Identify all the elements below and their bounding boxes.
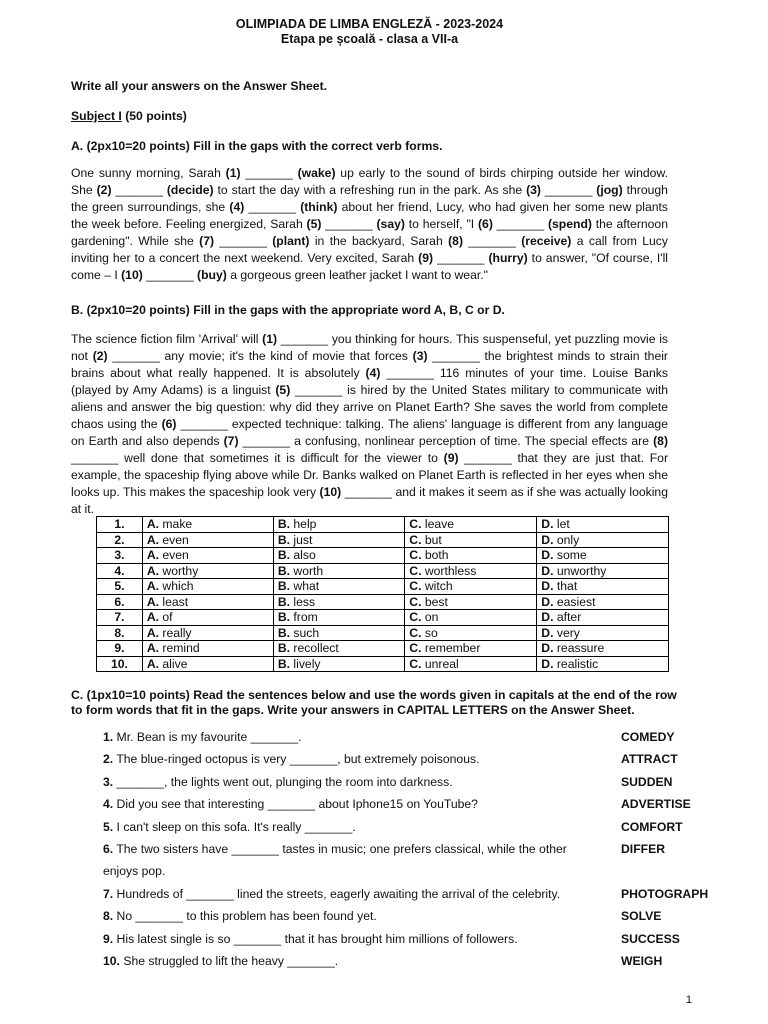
section-a-segment: (hurry) [488, 251, 528, 265]
option-b [273, 610, 404, 626]
option-letter: D. [541, 625, 554, 640]
option-number: 2. [97, 532, 143, 548]
section-a-segment: to start the day with a refreshing run in the park. As she [213, 183, 527, 197]
options-row [97, 532, 669, 548]
option-d [537, 594, 669, 610]
option-word: just [290, 532, 313, 547]
option-a [142, 548, 273, 564]
option-c [405, 532, 537, 548]
item-number: 9. [103, 931, 114, 946]
option-word: make [159, 517, 193, 531]
option-d [537, 517, 669, 533]
exam-title: OLIMPIADA DE LIMBA ENGLEZĂ - 2023-2024 [235, 17, 504, 31]
option-letter: C. [409, 625, 422, 640]
section-a-segment: _______ [214, 234, 273, 248]
option-number: 5. [97, 579, 143, 595]
section-a-segment: _______ [492, 217, 548, 231]
word-formation-item [103, 726, 683, 748]
option-letter: D. [541, 579, 554, 593]
option-word: very [553, 625, 580, 640]
section-a-segment: (10) [121, 268, 143, 282]
key-word: COMEDY [621, 730, 675, 744]
option-b [273, 625, 404, 641]
option-word: that [553, 579, 578, 593]
sentence-text: She struggled to lift the heavy _______. [119, 953, 339, 968]
option-a [142, 579, 273, 595]
section-a-segment: about her friend, Lucy, who had given her some new plants the week before. Feeling energized, Sarah [71, 200, 668, 231]
section-a-segment: (buy) [197, 268, 227, 282]
section-a-segment: One sunny morning, Sarah [71, 166, 226, 180]
option-number: 4. [97, 563, 143, 579]
option-d [537, 625, 669, 641]
option-number: 1. [97, 517, 143, 533]
option-b [273, 517, 404, 533]
section-a-segment: _______ [244, 200, 301, 214]
section-a-text [71, 165, 668, 284]
word-formation-sentence [103, 748, 573, 770]
option-letter: C. [409, 563, 422, 578]
option-letter: B. [277, 563, 291, 578]
option-word: realistic [553, 656, 599, 671]
word-formation-sentence [103, 838, 573, 883]
option-word: but [421, 532, 442, 547]
word-formation-sentence [103, 928, 573, 950]
option-letter: A. [146, 594, 160, 609]
option-word: let [553, 517, 570, 531]
section-a-segment: (7) [199, 234, 215, 248]
option-letter: D. [541, 517, 554, 531]
section-c-heading-2: to form words that fit in the gaps. Write your answers in CAPITAL LETTERS on the Answer Sheet. [71, 703, 635, 717]
section-b-segment: _______ well done that sometimes it is difficult for the viewer to [71, 451, 444, 465]
option-word: only [553, 532, 580, 547]
page-number: 1 [685, 994, 692, 1006]
section-a-segment: _______ [321, 217, 377, 231]
options-row [97, 563, 669, 579]
item-number: 4. [103, 797, 114, 812]
option-c [405, 563, 537, 579]
option-letter: B. [277, 641, 291, 655]
option-letter: D. [541, 641, 554, 655]
section-a-segment: the afternoon gardening". While she [71, 217, 668, 248]
option-c [405, 610, 537, 626]
word-formation-sentence [103, 905, 573, 927]
section-a-segment: in the backyard, Sarah [309, 234, 449, 248]
option-a [142, 563, 273, 579]
option-number: 10. [97, 656, 143, 672]
sentence-text: The two sisters have _______ tastes in music; one prefers classical, while the other enjoys pop. [103, 841, 567, 879]
option-word: help [290, 517, 317, 531]
section-a-segment: (8) [448, 234, 464, 248]
option-letter: A. [146, 641, 160, 655]
word-formation-sentence [103, 950, 573, 972]
word-formation-item [103, 950, 683, 972]
option-word: least [159, 594, 189, 609]
option-number: 3. [97, 548, 143, 564]
option-number: 9. [97, 641, 143, 657]
section-a-segment: (3) [526, 183, 541, 197]
word-formation-sentence [103, 726, 573, 748]
option-b [273, 579, 404, 595]
item-number: 2. [103, 752, 114, 767]
option-d [537, 641, 669, 657]
section-a-segment: (receive) [521, 234, 572, 248]
option-letter: D. [541, 563, 554, 578]
option-letter: B. [277, 517, 291, 531]
section-a-segment: (2) [96, 183, 112, 197]
section-a-segment: _______ [142, 268, 198, 282]
options-row [97, 579, 669, 595]
section-b-segment: (4) [365, 366, 381, 380]
option-word: best [421, 594, 448, 609]
options-table [96, 516, 669, 672]
option-letter: C. [409, 517, 422, 531]
option-d [537, 548, 669, 564]
section-b-segment: (10) [319, 485, 342, 499]
sentence-text: I can't sleep on this sofa. It's really _______. [113, 819, 356, 834]
option-c [405, 641, 537, 657]
section-b-heading: B. (2px10=20 points) Fill in the gaps with the appropriate word A, B, C or D. [71, 303, 505, 317]
section-a-segment: (5) [306, 217, 322, 231]
section-b-segment: _______ expected technique: talking. The aliens' language is different from any language on Earth and also depends [71, 417, 668, 448]
sentence-text: _______, the lights went out, plunging the room into darkness. [113, 774, 453, 789]
option-word: even [159, 548, 189, 562]
word-formation-list [103, 726, 709, 972]
option-c [405, 625, 537, 641]
option-word: such [290, 625, 320, 640]
word-formation-sentence [103, 883, 573, 905]
section-b-text [71, 331, 668, 518]
section-a-heading: A. (2px10=20 points) Fill in the gaps with the correct verb forms. [71, 139, 443, 153]
options-row [97, 641, 669, 657]
word-formation-item [103, 838, 683, 883]
option-a [142, 641, 273, 657]
section-b-segment: (9) [443, 451, 459, 465]
subject-label: Subject I [71, 109, 122, 123]
option-word: of [159, 610, 173, 624]
word-formation-sentence [103, 771, 573, 793]
options-row [97, 548, 669, 564]
option-letter: A. [146, 532, 160, 547]
option-c [405, 579, 537, 595]
option-word: also [290, 548, 316, 562]
option-a [142, 656, 273, 672]
option-c [405, 517, 537, 533]
option-b [273, 656, 404, 672]
item-number: 8. [103, 909, 114, 924]
word-formation-item [103, 883, 709, 905]
option-letter: D. [541, 548, 554, 562]
option-letter: B. [277, 656, 291, 671]
option-word: worthless [421, 563, 477, 578]
option-letter: A. [146, 548, 160, 562]
sentence-text: Mr. Bean is my favourite _______. [113, 730, 302, 744]
option-letter: A. [146, 579, 160, 593]
item-number: 10. [103, 953, 120, 968]
option-letter: B. [277, 579, 291, 593]
key-word: WEIGH [621, 953, 663, 968]
option-letter: B. [277, 548, 291, 562]
option-letter: C. [409, 594, 422, 609]
option-number: 8. [97, 625, 143, 641]
option-word: remember [421, 641, 481, 655]
option-a [142, 517, 273, 533]
option-c [405, 594, 537, 610]
option-letter: D. [541, 594, 554, 609]
options-row [97, 625, 669, 641]
item-number: 5. [103, 819, 114, 834]
word-formation-sentence [103, 793, 573, 815]
word-formation-sentence [103, 816, 573, 838]
item-number: 7. [103, 886, 114, 901]
word-formation-item [103, 748, 683, 770]
word-formation-item [103, 928, 683, 950]
section-a-segment: (decide) [166, 183, 214, 197]
word-formation-item [103, 816, 683, 838]
options-row [97, 517, 669, 533]
section-a-segment: (4) [229, 200, 245, 214]
option-letter: D. [541, 610, 554, 624]
option-letter: B. [277, 625, 291, 640]
sentence-text: Hundreds of _______ lined the streets, eagerly awaiting the arrival of the celebrity. [113, 886, 561, 901]
section-a-segment: (spend) [547, 217, 592, 231]
section-b-segment: (1) [262, 332, 278, 346]
option-letter: A. [146, 625, 160, 640]
item-number: 1. [103, 730, 114, 744]
section-a-segment: a gorgeous green leather jacket I want to wear." [226, 268, 488, 282]
section-a-segment: through the green surroundings, she [71, 183, 668, 214]
option-word: even [159, 532, 189, 547]
section-b-segment: (2) [92, 349, 108, 363]
key-word: PHOTOGRAPH [621, 886, 709, 901]
option-word: some [553, 548, 587, 562]
option-word: less [290, 594, 316, 609]
key-word: SUCCESS [621, 931, 680, 946]
word-formation-item [103, 771, 683, 793]
option-word: what [290, 579, 320, 593]
item-number: 3. [103, 774, 114, 789]
word-formation-item [103, 905, 683, 927]
option-letter: A. [146, 656, 160, 671]
options-row [97, 610, 669, 626]
section-a-segment: to answer, "Of course, I'll come – I [71, 251, 668, 282]
section-a-segment: (1) [225, 166, 241, 180]
option-c [405, 656, 537, 672]
section-b-segment: (5) [275, 383, 291, 397]
option-a [142, 625, 273, 641]
section-a-segment: to herself, "I [404, 217, 478, 231]
key-word: SOLVE [621, 909, 662, 924]
options-row [97, 656, 669, 672]
general-instruction: Write all your answers on the Answer Sheet. [71, 79, 328, 93]
section-b-segment: (7) [223, 434, 239, 448]
option-word: both [421, 548, 449, 562]
sentence-text: Did you see that interesting _______ about Iphone15 on YouTube? [113, 797, 478, 812]
section-c-heading-1: C. (1px10=10 points) Read the sentences below and use the words given in capitals at the end of the row [71, 688, 677, 702]
item-number: 6. [103, 841, 114, 856]
option-b [273, 594, 404, 610]
option-letter: C. [409, 641, 422, 655]
word-formation-item [103, 793, 691, 815]
section-a-segment: (wake) [297, 166, 336, 180]
option-d [537, 579, 669, 595]
key-word: SUDDEN [621, 774, 673, 789]
options-row [97, 594, 669, 610]
section-a-segment: _______ [111, 183, 167, 197]
section-b-segment: The science fiction film 'Arrival' will [71, 332, 263, 346]
option-word: easiest [553, 594, 596, 609]
option-d [537, 563, 669, 579]
option-word: really [159, 625, 192, 640]
section-a-segment: _______ [433, 251, 489, 265]
section-b-segment: (8) [653, 434, 669, 448]
section-b-segment: (3) [412, 349, 428, 363]
section-a-segment: (9) [418, 251, 434, 265]
option-word: on [421, 610, 439, 624]
sentence-text: His latest single is so _______ that it has brought him millions of followers. [113, 931, 518, 946]
option-letter: D. [541, 532, 554, 547]
section-b-segment: _______ that they are just that. For example, the spaceship flying above while Dr. Banks walked on Planet Earth is reflected in her eyes when she looks up. This makes the spaceship look very [71, 451, 668, 499]
option-word: worthy [159, 563, 199, 578]
option-word: alive [159, 656, 188, 671]
option-letter: C. [409, 548, 422, 562]
section-b-segment: _______ any movie; it's the kind of movie that forces [107, 349, 413, 363]
section-b-segment: _______ you thinking for hours. This suspenseful, yet puzzling movie is not [71, 332, 669, 363]
option-d [537, 610, 669, 626]
section-b-segment: _______ a confusing, nonlinear perception of time. The special effects are [238, 434, 654, 448]
section-b-segment: (6) [161, 417, 177, 431]
option-letter: B. [277, 610, 291, 624]
option-letter: A. [146, 563, 160, 578]
option-word: lively [290, 656, 321, 671]
option-word: leave [421, 517, 454, 531]
option-word: which [159, 579, 194, 593]
key-word: COMFORT [621, 819, 683, 834]
section-a-segment: a call from Lucy inviting her to a concert the next weekend. Very excited, Sarah [71, 234, 668, 265]
option-a [142, 594, 273, 610]
option-word: recollect [290, 641, 339, 655]
option-d [537, 656, 669, 672]
section-b-segment: _______ is hired by the United States military to communicate with aliens and answer the big question: why did they arrive on Planet Earth? She saves the world from complete chaos using the [71, 383, 668, 431]
sentence-text: The blue-ringed octopus is very _______, but extremely poisonous. [113, 752, 480, 767]
option-letter: C. [409, 532, 422, 547]
option-word: witch [421, 579, 453, 593]
section-a-segment: (jog) [596, 183, 623, 197]
key-word: DIFFER [621, 841, 666, 856]
subject-points: (50 points) [125, 109, 187, 123]
section-a-segment: _______ [463, 234, 522, 248]
option-letter: B. [277, 594, 291, 609]
option-letter: C. [409, 610, 422, 624]
section-a-segment: (6) [477, 217, 493, 231]
key-word: ATTRACT [621, 752, 678, 767]
option-word: reassure [553, 641, 605, 655]
option-c [405, 548, 537, 564]
section-a-segment: _______ [540, 183, 597, 197]
section-a-segment: (say) [376, 217, 405, 231]
sentence-text: No _______ to this problem has been found yet. [113, 909, 377, 924]
option-word: remind [159, 641, 200, 655]
section-b-segment: _______ 116 minutes of your time. Louise Banks (played by Amy Adams) is a linguist [71, 366, 668, 397]
option-b [273, 641, 404, 657]
option-letter: D. [541, 656, 554, 671]
option-letter: C. [409, 656, 422, 671]
option-word: after [553, 610, 582, 624]
section-b-segment: _______ and it makes it seem as if she was actually looking at it. [71, 485, 668, 516]
subject-heading [71, 109, 187, 123]
section-a-segment: (think) [300, 200, 338, 214]
option-number: 7. [97, 610, 143, 626]
option-letter: B. [277, 532, 291, 547]
option-a [142, 610, 273, 626]
section-b-segment: _______ the brightest minds to strain their brains about what really happened. It is absolutely [71, 349, 668, 380]
option-word: from [290, 610, 318, 624]
option-word: worth [290, 563, 324, 578]
option-b [273, 532, 404, 548]
exam-subtitle: Etapa pe școală - clasa a VII-a [280, 32, 459, 46]
section-a-segment: up early to the sound of birds chirping outside her window. She [71, 166, 668, 197]
option-letter: A. [146, 610, 160, 624]
key-word: ADVERTISE [621, 797, 691, 812]
section-a-segment: (plant) [272, 234, 310, 248]
option-b [273, 563, 404, 579]
option-number: 6. [97, 594, 143, 610]
section-a-segment: _______ [240, 166, 298, 180]
option-word: unworthy [553, 563, 607, 578]
option-a [142, 532, 273, 548]
option-d [537, 532, 669, 548]
option-word: unreal [421, 656, 459, 671]
option-word: so [421, 625, 438, 640]
option-letter: A. [146, 517, 160, 531]
option-b [273, 548, 404, 564]
option-letter: C. [409, 579, 422, 593]
